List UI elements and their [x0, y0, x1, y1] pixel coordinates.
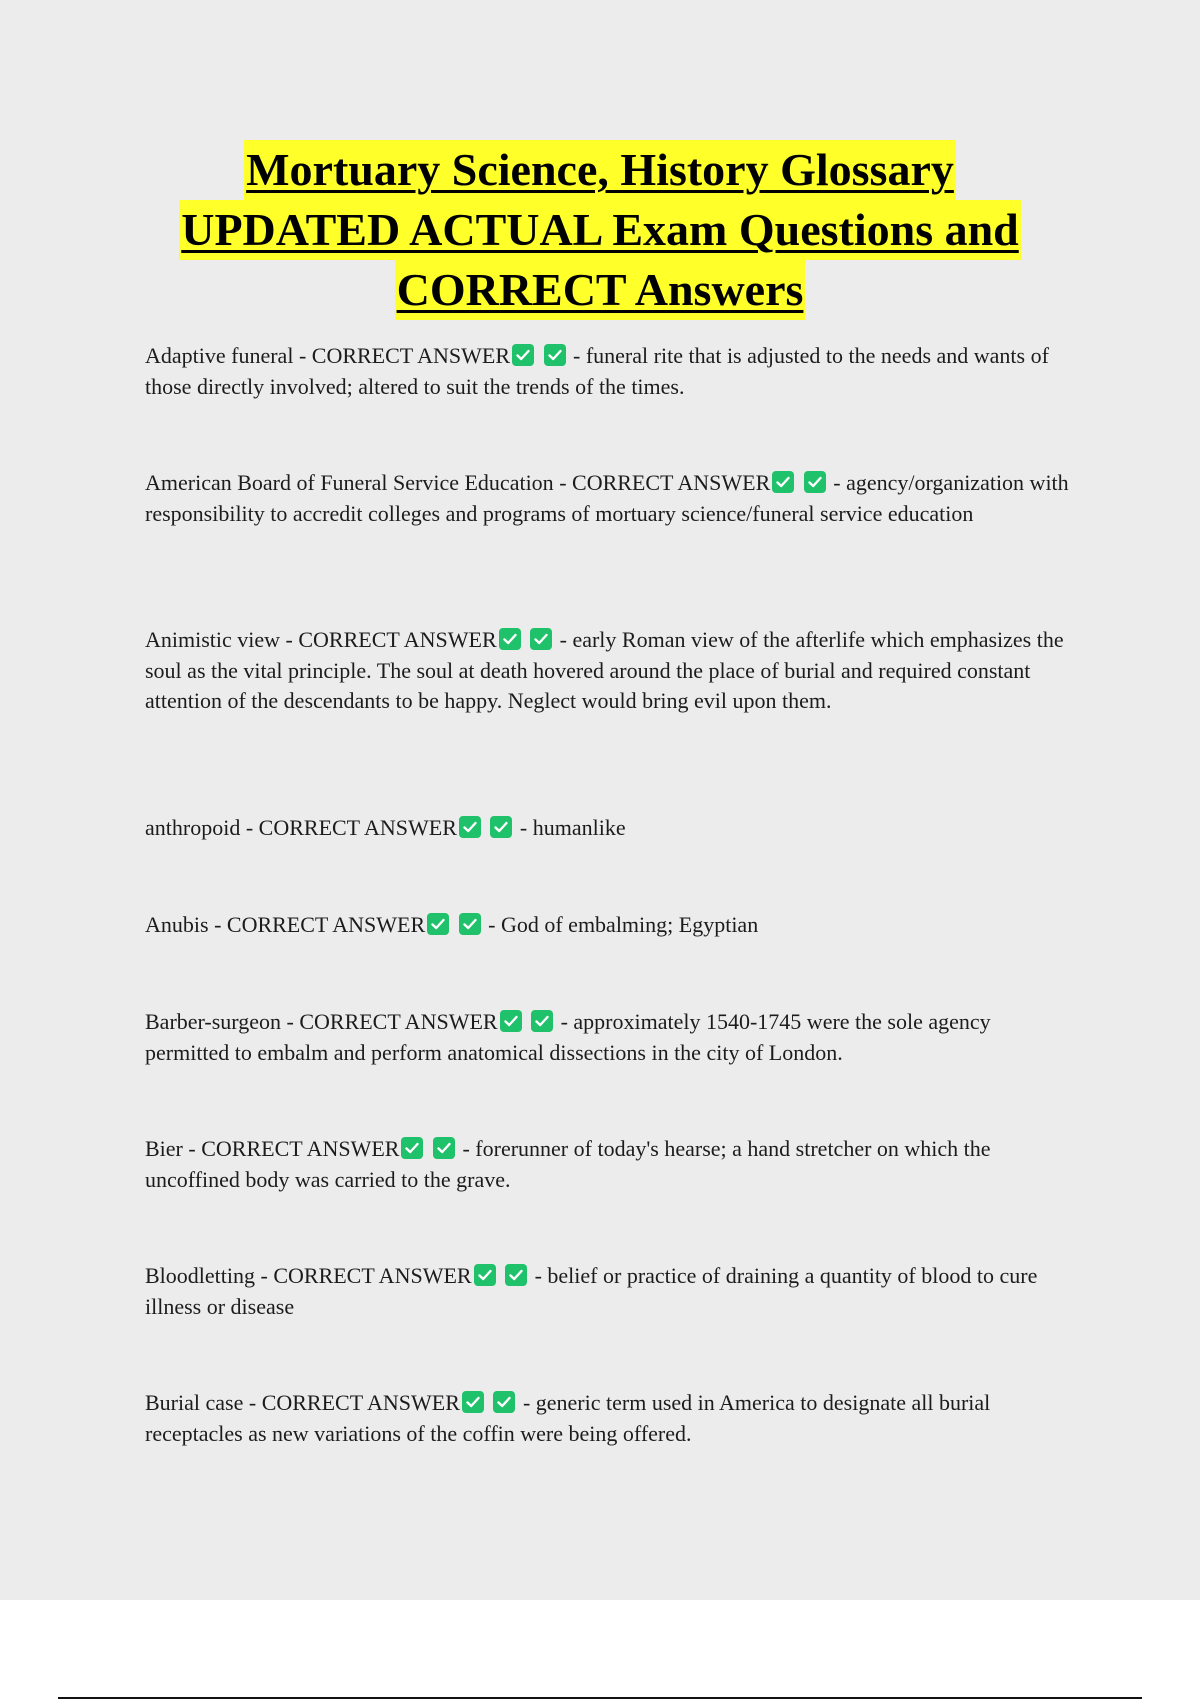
- check-icon: [500, 1010, 522, 1032]
- glossary-entry: Animistic view - CORRECT ANSWER - early Roman view of the afterlife which emphasizes the soul as the vital principle. The soul at death hovered around the place of burial and required constant attention of the descendants to be happy. Neglect would bring evil upon them.: [145, 627, 1064, 713]
- check-icon: [505, 1264, 527, 1286]
- entry-definition: belief or practice of draining a quantity of blood to cure illness or disease: [145, 1263, 1038, 1319]
- entry-definition: forerunner of today's hearse; a hand stretcher on which the uncoffined body was carried to the grave.: [145, 1136, 991, 1192]
- answer-label: CORRECT ANSWER: [298, 627, 497, 652]
- glossary-entry: anthropoid - CORRECT ANSWER - humanlike: [145, 815, 626, 840]
- entry-definition: early Roman view of the afterlife which emphasizes the soul as the vital principle. The soul at death hovered around the place of burial and required constant attention of the descendants to be happy. Neglect would bring evil upon them.: [145, 627, 1064, 713]
- entry-term: Bloodletting: [145, 1263, 255, 1288]
- entry-term: Adaptive funeral: [145, 343, 294, 368]
- glossary-entry: Bloodletting - CORRECT ANSWER - belief or practice of draining a quantity of blood to cure illness or disease: [145, 1263, 1038, 1319]
- check-icon: [462, 1391, 484, 1413]
- glossary-entry: Burial case - CORRECT ANSWER - generic term used in America to designate all burial receptacles as new variations of the coffin were being offered.: [145, 1390, 991, 1446]
- check-icon: [772, 471, 794, 493]
- title-line: UPDATED ACTUAL Exam Questions and: [179, 200, 1021, 260]
- document-title: [0, 140, 1200, 320]
- answer-label: CORRECT ANSWER: [572, 470, 771, 495]
- entry-definition: generic term used in America to designate all burial receptacles as new variations of the coffin were being offered.: [145, 1390, 991, 1446]
- check-icon: [493, 1391, 515, 1413]
- glossary-entry: American Board of Funeral Service Education - CORRECT ANSWER - agency/organization with responsibility to accredit colleges and programs of mortuary science/funeral service education: [145, 470, 1069, 526]
- glossary-entry: Bier - CORRECT ANSWER - forerunner of today's hearse; a hand stretcher on which the uncoffined body was carried to the grave.: [145, 1136, 991, 1192]
- check-icon: [433, 1137, 455, 1159]
- answer-label: CORRECT ANSWER: [226, 912, 426, 937]
- check-icon: [459, 913, 481, 935]
- check-icon: [531, 1010, 553, 1032]
- title-line: Mortuary Science, History Glossary: [244, 140, 956, 200]
- footer-divider: [58, 1697, 1142, 1699]
- entry-definition: humanlike: [532, 815, 626, 840]
- check-icon: [499, 628, 521, 650]
- glossary-entry: Adaptive funeral - CORRECT ANSWER - funeral rite that is adjusted to the needs and wants of those directly involved; altered to suit the trends of the times.: [145, 343, 1049, 399]
- entry-term: Anubis: [145, 912, 209, 937]
- entry-definition: funeral rite that is adjusted to the needs and wants of those directly involved; altered to suit the trends of the times.: [145, 343, 1049, 399]
- answer-label: CORRECT ANSWER: [201, 1136, 400, 1161]
- check-icon: [401, 1137, 423, 1159]
- entry-term: Animistic view: [145, 627, 281, 652]
- entry-definition: God of embalming; Egyptian: [500, 912, 759, 937]
- answer-label: CORRECT ANSWER: [258, 815, 457, 840]
- check-icon: [544, 344, 566, 366]
- entry-term: American Board of Funeral Service Education: [145, 470, 554, 495]
- glossary-entry: Barber-surgeon - CORRECT ANSWER - approximately 1540-1745 were the sole agency permitted to embalm and perform anatomical dissections in the city of London.: [145, 1009, 991, 1065]
- title-line: CORRECT Answers: [395, 260, 806, 320]
- check-icon: [490, 816, 512, 838]
- answer-label: CORRECT ANSWER: [273, 1263, 472, 1288]
- entry-term: Burial case: [145, 1390, 244, 1415]
- glossary-entry: Anubis - CORRECT ANSWER - God of embalming; Egyptian: [145, 912, 759, 937]
- entry-definition: agency/organization with responsibility to accredit colleges and programs of mortuary science/funeral service education: [145, 470, 1069, 526]
- check-icon: [427, 913, 449, 935]
- entry-definition: approximately 1540-1745 were the sole agency permitted to embalm and perform anatomical dissections in the city of London.: [145, 1009, 991, 1065]
- answer-label: CORRECT ANSWER: [311, 343, 511, 368]
- entry-term: anthropoid: [145, 815, 241, 840]
- check-icon: [512, 344, 534, 366]
- entry-term: Barber-surgeon: [145, 1009, 281, 1034]
- answer-label: CORRECT ANSWER: [299, 1009, 498, 1034]
- check-icon: [474, 1264, 496, 1286]
- check-icon: [804, 471, 826, 493]
- answer-label: CORRECT ANSWER: [261, 1390, 460, 1415]
- check-icon: [459, 816, 481, 838]
- check-icon: [530, 628, 552, 650]
- entry-term: Bier: [145, 1136, 183, 1161]
